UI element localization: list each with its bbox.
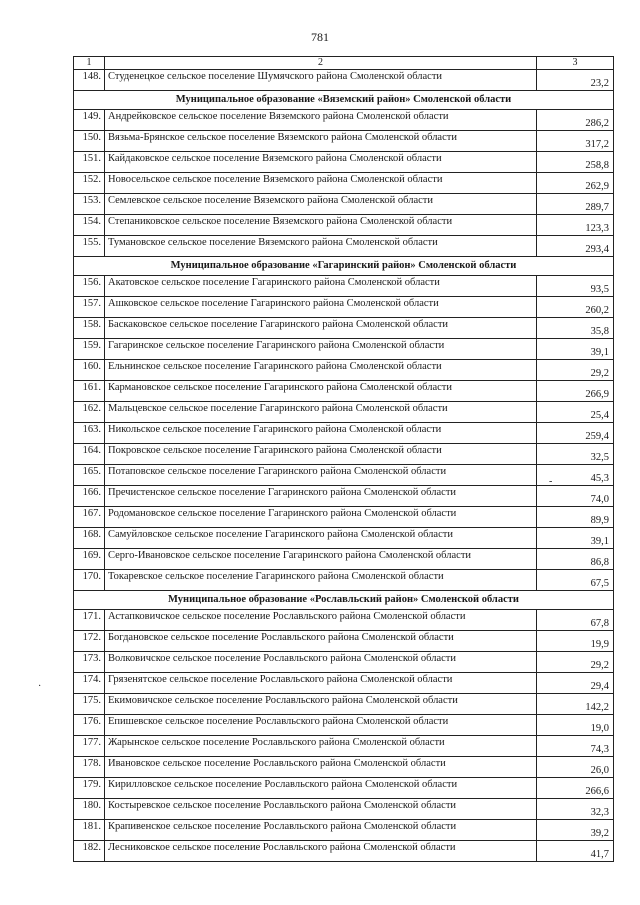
settlement-name: Епишевское сельское поселение Рославльского района Смоленской области bbox=[105, 715, 537, 736]
table-row bbox=[74, 799, 614, 820]
row-number: 170. bbox=[74, 570, 105, 591]
row-number: 156. bbox=[74, 276, 105, 297]
row-number: 154. bbox=[74, 215, 105, 236]
row-number: 161. bbox=[74, 381, 105, 402]
allocation-value: 317,2 bbox=[537, 131, 614, 152]
table-row bbox=[74, 465, 614, 486]
column-header: 1 bbox=[74, 57, 105, 70]
settlement-name: Гагаринское сельское поселение Гагаринского района Смоленской области bbox=[105, 339, 537, 360]
settlement-name: Ашковское сельское поселение Гагаринского района Смоленской области bbox=[105, 297, 537, 318]
row-number: 162. bbox=[74, 402, 105, 423]
stray-mark: · bbox=[38, 681, 42, 692]
table-row bbox=[74, 841, 614, 862]
row-number: 172. bbox=[74, 631, 105, 652]
table-row bbox=[74, 110, 614, 131]
row-number: 166. bbox=[74, 486, 105, 507]
table-row bbox=[74, 528, 614, 549]
row-number: 175. bbox=[74, 694, 105, 715]
allocation-value: 39,1 bbox=[537, 339, 614, 360]
allocation-value: 259,4 bbox=[537, 423, 614, 444]
table-row bbox=[74, 131, 614, 152]
settlement-name: Мальцевское сельское поселение Гагаринского района Смоленской области bbox=[105, 402, 537, 423]
table-row bbox=[74, 715, 614, 736]
section-header-row bbox=[74, 257, 614, 276]
table-row bbox=[74, 549, 614, 570]
allocation-value: 29,4 bbox=[537, 673, 614, 694]
row-number: 153. bbox=[74, 194, 105, 215]
allocation-value: 29,2 bbox=[537, 652, 614, 673]
table-row bbox=[74, 402, 614, 423]
row-number: 152. bbox=[74, 173, 105, 194]
allocation-value: 266,6 bbox=[537, 778, 614, 799]
allocation-value: 67,5 bbox=[537, 570, 614, 591]
settlement-name: Екимовичское сельское поселение Рославльского района Смоленской области bbox=[105, 694, 537, 715]
row-number: 178. bbox=[74, 757, 105, 778]
allocation-value: 25,4 bbox=[537, 402, 614, 423]
allocation-value: 39,2 bbox=[537, 820, 614, 841]
table-row bbox=[74, 423, 614, 444]
table-row bbox=[74, 694, 614, 715]
table-row bbox=[74, 339, 614, 360]
allocation-value: 19,0 bbox=[537, 715, 614, 736]
table-row bbox=[74, 736, 614, 757]
settlement-name: Богдановское сельское поселение Рославльского района Смоленской области bbox=[105, 631, 537, 652]
row-number: 177. bbox=[74, 736, 105, 757]
stray-mark: - bbox=[549, 476, 553, 487]
allocation-value: 262,9 bbox=[537, 173, 614, 194]
row-number: 167. bbox=[74, 507, 105, 528]
allocation-value: 26,0 bbox=[537, 757, 614, 778]
allocation-value: 23,2 bbox=[537, 70, 614, 91]
settlement-name: Грязенятское сельское поселение Рославльского района Смоленской области bbox=[105, 673, 537, 694]
table-row bbox=[74, 570, 614, 591]
settlement-name: Потаповское сельское поселение Гагаринского района Смоленской области bbox=[105, 465, 537, 486]
table-row bbox=[74, 152, 614, 173]
allocation-value: 74,0 bbox=[537, 486, 614, 507]
table-row bbox=[74, 652, 614, 673]
row-number: 174. bbox=[74, 673, 105, 694]
table-row bbox=[74, 276, 614, 297]
section-title: Муниципальное образование «Гагаринский район» Смоленской области bbox=[74, 257, 614, 276]
column-header-row bbox=[74, 57, 614, 70]
allocation-value: 289,7 bbox=[537, 194, 614, 215]
settlement-name: Степаниковское сельское поселение Вяземского района Смоленской области bbox=[105, 215, 537, 236]
table-row bbox=[74, 757, 614, 778]
row-number: 149. bbox=[74, 110, 105, 131]
allocation-value: 260,2 bbox=[537, 297, 614, 318]
column-header: 3 bbox=[537, 57, 614, 70]
settlement-name: Новосельское сельское поселение Вяземского района Смоленской области bbox=[105, 173, 537, 194]
allocation-value: 35,8 bbox=[537, 318, 614, 339]
settlement-name: Лесниковское сельское поселение Рославльского района Смоленской области bbox=[105, 841, 537, 862]
row-number: 151. bbox=[74, 152, 105, 173]
allocation-value: 39,1 bbox=[537, 528, 614, 549]
settlement-name: Семлевское сельское поселение Вяземского района Смоленской области bbox=[105, 194, 537, 215]
row-number: 173. bbox=[74, 652, 105, 673]
row-number: 171. bbox=[74, 610, 105, 631]
row-number: 165. bbox=[74, 465, 105, 486]
section-title: Муниципальное образование «Рославльский район» Смоленской области bbox=[74, 591, 614, 610]
settlement-name: Акатовское сельское поселение Гагаринского района Смоленской области bbox=[105, 276, 537, 297]
settlement-name: Кармановское сельское поселение Гагаринского района Смоленской области bbox=[105, 381, 537, 402]
table-row bbox=[74, 70, 614, 91]
allocation-value: 258,8 bbox=[537, 152, 614, 173]
table-row bbox=[74, 820, 614, 841]
settlement-name: Покровское сельское поселение Гагаринского района Смоленской области bbox=[105, 444, 537, 465]
row-number: 160. bbox=[74, 360, 105, 381]
row-number: 155. bbox=[74, 236, 105, 257]
row-number: 150. bbox=[74, 131, 105, 152]
settlement-name: Жарынское сельское поселение Рославльского района Смоленской области bbox=[105, 736, 537, 757]
section-header-row bbox=[74, 591, 614, 610]
settlement-name: Кирилловское сельское поселение Рославльского района Смоленской области bbox=[105, 778, 537, 799]
page-number: 781 bbox=[311, 30, 329, 44]
settlement-name: Вязьма-Брянское сельское поселение Вяземского района Смоленской области bbox=[105, 131, 537, 152]
allocation-value: 123,3 bbox=[537, 215, 614, 236]
settlement-name: Студенецкое сельское поселение Шумячского района Смоленской области bbox=[105, 70, 537, 91]
settlement-name: Тумановское сельское поселение Вяземского района Смоленской области bbox=[105, 236, 537, 257]
table-row bbox=[74, 381, 614, 402]
row-number: 158. bbox=[74, 318, 105, 339]
table-row bbox=[74, 194, 614, 215]
allocation-value: 93,5 bbox=[537, 276, 614, 297]
table-row bbox=[74, 318, 614, 339]
settlement-name: Волковичское сельское поселение Рославльского района Смоленской области bbox=[105, 652, 537, 673]
allocation-value: 293,4 bbox=[537, 236, 614, 257]
row-number: 163. bbox=[74, 423, 105, 444]
section-header-row bbox=[74, 91, 614, 110]
section-title: Муниципальное образование «Вяземский район» Смоленской области bbox=[74, 91, 614, 110]
settlement-name: Ивановское сельское поселение Рославльского района Смоленской области bbox=[105, 757, 537, 778]
allocation-value: 41,7 bbox=[537, 841, 614, 862]
table-row bbox=[74, 507, 614, 528]
settlement-name: Токаревское сельское поселение Гагаринского района Смоленской области bbox=[105, 570, 537, 591]
allocation-value: 67,8 bbox=[537, 610, 614, 631]
settlement-name: Костыревское сельское поселение Рославльского района Смоленской области bbox=[105, 799, 537, 820]
row-number: 157. bbox=[74, 297, 105, 318]
table-body bbox=[74, 57, 614, 862]
allocation-table bbox=[73, 56, 614, 862]
table-row bbox=[74, 173, 614, 194]
table-row bbox=[74, 215, 614, 236]
settlement-name: Баскаковское сельское поселение Гагаринского района Смоленской области bbox=[105, 318, 537, 339]
allocation-value: 19,9 bbox=[537, 631, 614, 652]
allocation-value: 32,3 bbox=[537, 799, 614, 820]
column-header: 2 bbox=[105, 57, 537, 70]
allocation-value: 45,3 bbox=[537, 465, 614, 486]
table-row bbox=[74, 673, 614, 694]
settlement-name: Ельнинское сельское поселение Гагаринского района Смоленской области bbox=[105, 360, 537, 381]
row-number: 169. bbox=[74, 549, 105, 570]
row-number: 159. bbox=[74, 339, 105, 360]
settlement-name: Родомановское сельское поселение Гагаринского района Смоленской области bbox=[105, 507, 537, 528]
settlement-name: Никольское сельское поселение Гагаринского района Смоленской области bbox=[105, 423, 537, 444]
settlement-name: Кайдаковское сельское поселение Вяземского района Смоленской области bbox=[105, 152, 537, 173]
settlement-name: Андрейковское сельское поселение Вяземского района Смоленской области bbox=[105, 110, 537, 131]
row-number: 179. bbox=[74, 778, 105, 799]
settlement-name: Пречистенское сельское поселение Гагаринского района Смоленской области bbox=[105, 486, 537, 507]
allocation-value: 286,2 bbox=[537, 110, 614, 131]
table-row bbox=[74, 610, 614, 631]
table-row bbox=[74, 778, 614, 799]
table-row bbox=[74, 360, 614, 381]
settlement-name: Астапковичское сельское поселение Рославльского района Смоленской области bbox=[105, 610, 537, 631]
table-row bbox=[74, 236, 614, 257]
row-number: 176. bbox=[74, 715, 105, 736]
allocation-value: 29,2 bbox=[537, 360, 614, 381]
row-number: 164. bbox=[74, 444, 105, 465]
table-row bbox=[74, 297, 614, 318]
row-number: 181. bbox=[74, 820, 105, 841]
allocation-value: 86,8 bbox=[537, 549, 614, 570]
settlement-name: Серго-Ивановское сельское поселение Гагаринского района Смоленской области bbox=[105, 549, 537, 570]
allocation-value: 32,5 bbox=[537, 444, 614, 465]
allocation-value: 89,9 bbox=[537, 507, 614, 528]
row-number: 148. bbox=[74, 70, 105, 91]
table-row bbox=[74, 444, 614, 465]
table-row bbox=[74, 486, 614, 507]
row-number: 168. bbox=[74, 528, 105, 549]
allocation-value: 266,9 bbox=[537, 381, 614, 402]
allocation-value: 74,3 bbox=[537, 736, 614, 757]
settlement-name: Самуйловское сельское поселение Гагаринского района Смоленской области bbox=[105, 528, 537, 549]
allocation-value: 142,2 bbox=[537, 694, 614, 715]
row-number: 180. bbox=[74, 799, 105, 820]
settlement-name: Крапивенское сельское поселение Рославльского района Смоленской области bbox=[105, 820, 537, 841]
table-row bbox=[74, 631, 614, 652]
row-number: 182. bbox=[74, 841, 105, 862]
